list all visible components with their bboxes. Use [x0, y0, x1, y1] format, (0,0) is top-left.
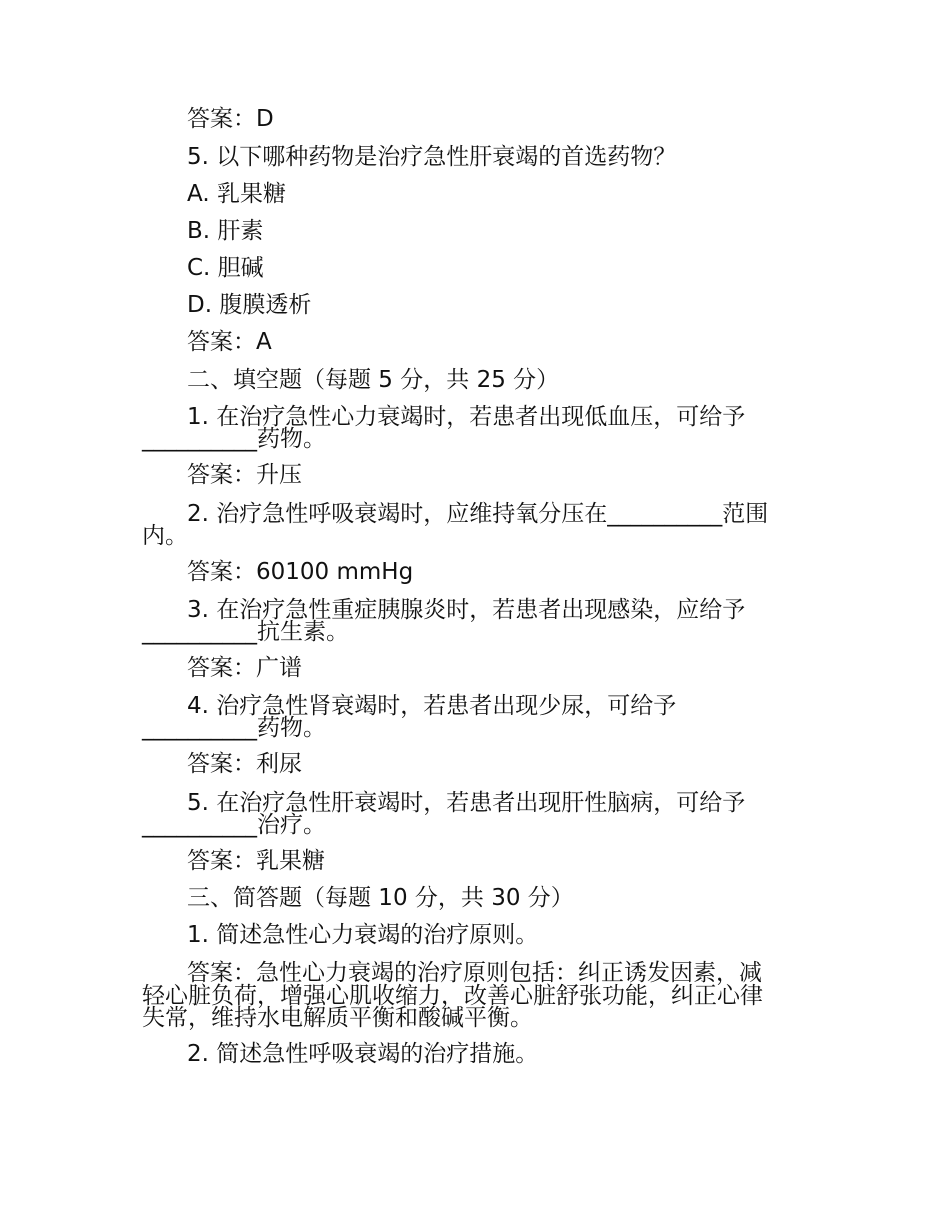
- answer-line: 答案：60100 mmHg: [187, 559, 414, 585]
- answer-line: 答案：A: [187, 329, 272, 355]
- answer-line-continuation: 失常，维持水电解质平衡和酸碱平衡。: [142, 1005, 533, 1031]
- option-line: D. 腹膜透析: [187, 292, 312, 318]
- question-line: 1. 简述急性心力衰竭的治疗原则。: [187, 922, 539, 948]
- option-line: B. 肝素: [187, 218, 264, 244]
- question-line: 4. 治疗急性肾衰竭时，若患者出现少尿，可给予: [187, 693, 677, 719]
- question-line-continuation: __________抗生素。: [142, 619, 349, 645]
- answer-line: 答案：D: [187, 106, 274, 132]
- section-heading: 三、简答题（每题 10 分，共 30 分）: [187, 885, 574, 911]
- answer-line: 答案：升压: [187, 462, 302, 488]
- option-line: A. 乳果糖: [187, 181, 286, 207]
- question-line-continuation: 内。: [142, 523, 188, 549]
- question-line: 5. 以下哪种药物是治疗急性肝衰竭的首选药物？: [187, 144, 677, 170]
- question-line-continuation: __________药物。: [142, 426, 326, 452]
- question-line: 3. 在治疗急性重症胰腺炎时，若患者出现感染，应给予: [187, 597, 746, 623]
- question-line: 2. 治疗急性呼吸衰竭时，应维持氧分压在__________范围: [187, 501, 769, 527]
- option-line: C. 胆碱: [187, 255, 264, 281]
- answer-line: 答案：乳果糖: [187, 848, 325, 874]
- answer-line-continuation: 轻心脏负荷，增强心肌收缩力，改善心脏舒张功能，纠正心律: [142, 983, 763, 1009]
- question-line-continuation: __________治疗。: [142, 812, 326, 838]
- answer-line: 答案：广谱: [187, 655, 302, 681]
- question-line: 2. 简述急性呼吸衰竭的治疗措施。: [187, 1041, 539, 1067]
- section-heading: 二、填空题（每题 5 分，共 25 分）: [187, 367, 560, 393]
- question-line: 1. 在治疗急性心力衰竭时，若患者出现低血压，可给予: [187, 404, 746, 430]
- question-line-continuation: __________药物。: [142, 715, 326, 741]
- answer-line: 答案：急性心力衰竭的治疗原则包括：纠正诱发因素，减: [187, 960, 762, 986]
- question-line: 5. 在治疗急性肝衰竭时，若患者出现肝性脑病，可给予: [187, 790, 746, 816]
- answer-line: 答案：利尿: [187, 751, 302, 777]
